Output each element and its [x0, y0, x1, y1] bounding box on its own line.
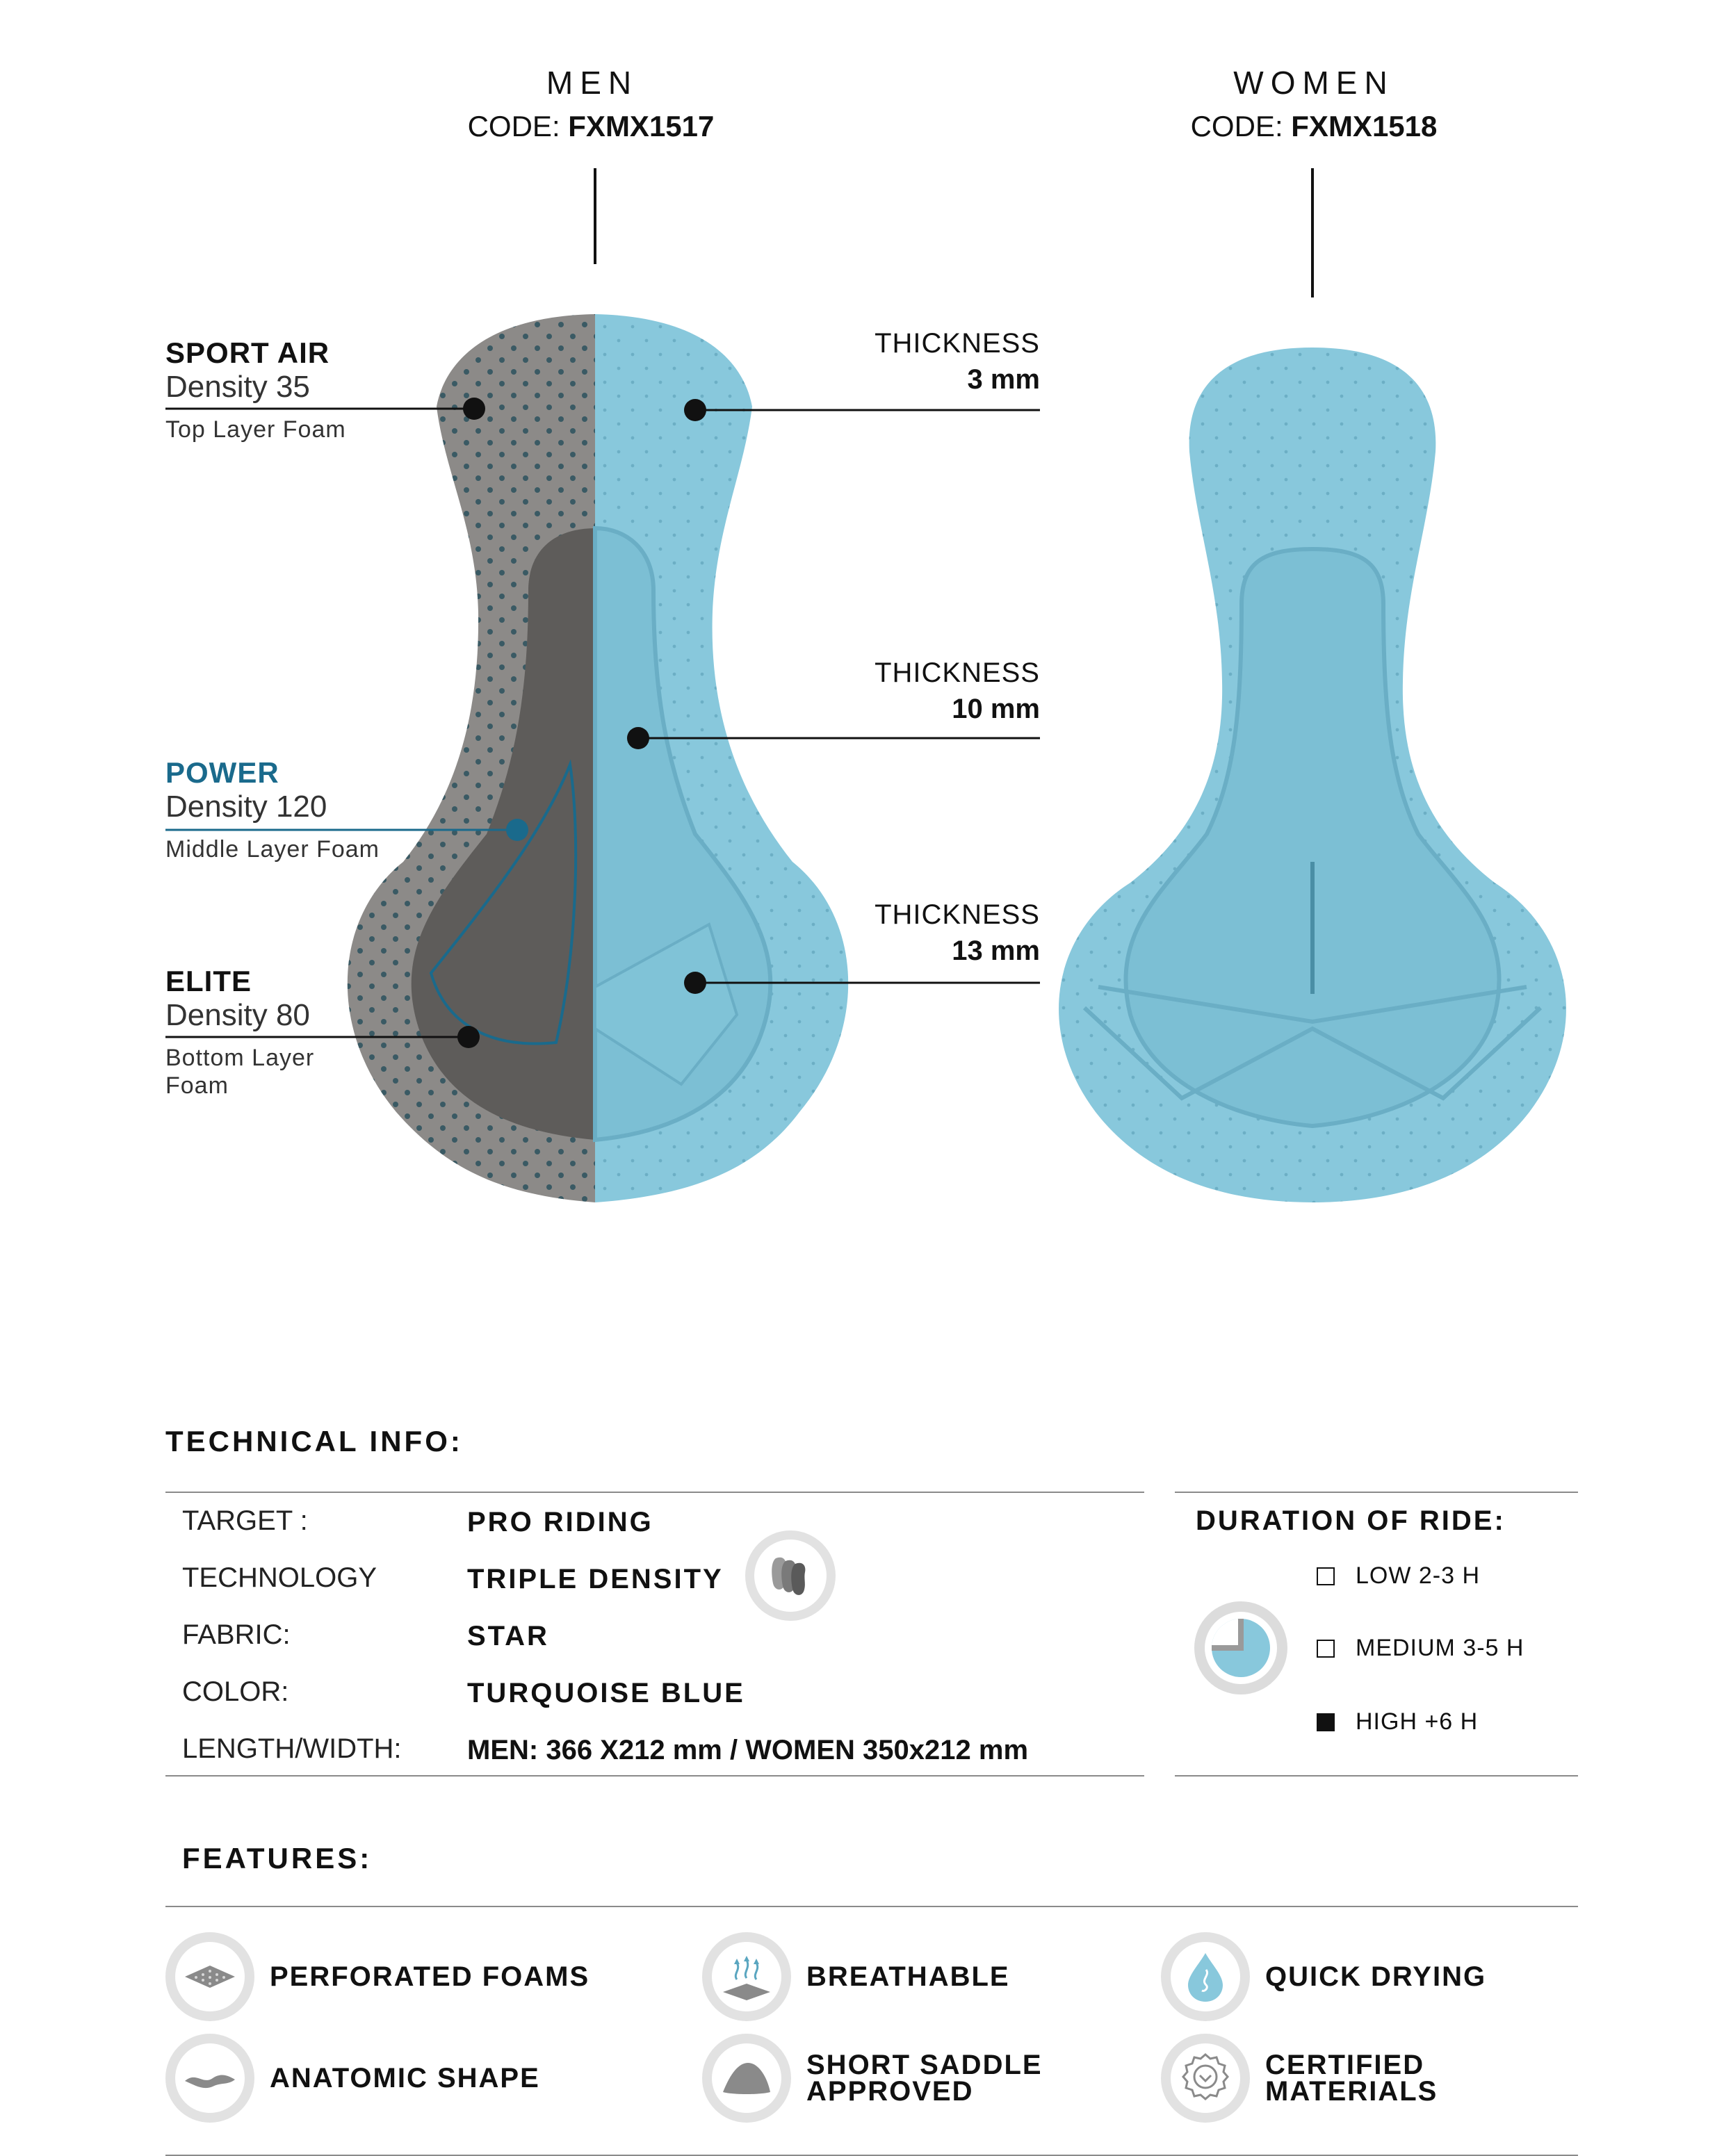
men-code-prefix: CODE: — [467, 110, 569, 142]
sport-air-callout-dot — [463, 398, 485, 420]
feature-label-quick-drying: QUICK DRYING — [1265, 1961, 1487, 1992]
women-pad — [1059, 348, 1566, 1202]
thickness-value-3: 3 mm — [967, 364, 1040, 395]
feature-label-short-saddle-2: APPROVED — [806, 2076, 974, 2107]
layer-density-elite: Density 80 — [165, 998, 310, 1032]
triple-density-icon — [766, 1551, 815, 1600]
duration-checkbox-medium — [1317, 1640, 1335, 1658]
men-code-value: FXMX1517 — [568, 110, 715, 142]
layer-desc-elite-1: Bottom Layer — [165, 1045, 315, 1071]
anatomic-shape-icon-wrap — [165, 2034, 254, 2123]
thickness-3-callout-dot — [684, 399, 706, 421]
thickness-label-13: THICKNESS — [875, 899, 1040, 930]
technical-bottom-rule — [165, 1775, 1144, 1777]
clock-icon-wrap — [1194, 1601, 1287, 1694]
layer-desc-power: Middle Layer Foam — [165, 836, 380, 863]
thickness-10-callout-dot — [627, 727, 649, 749]
features-title: FEATURES: — [182, 1842, 373, 1875]
feature-label-certified — [1265, 2052, 1438, 2105]
duration-label-low: LOW 2-3 H — [1356, 1562, 1481, 1589]
length-width-value: MEN: 366 X212 mm / WOMEN 350x212 mm — [467, 1735, 1029, 1765]
saddle-icon-wrap — [702, 2034, 791, 2123]
color-value: TURQUOISE BLUE — [467, 1678, 745, 1708]
thickness-value-10: 10 mm — [952, 694, 1040, 724]
layer-desc-sport-air: Top Layer Foam — [165, 416, 346, 443]
features-top-rule — [165, 1906, 1578, 1907]
target-label: TARGET : — [182, 1505, 308, 1536]
fabric-value: STAR — [467, 1621, 549, 1651]
technology-value: TRIPLE DENSITY — [467, 1564, 724, 1594]
duration-checkbox-low — [1317, 1567, 1335, 1585]
triple-density-icon-wrap — [745, 1530, 836, 1621]
clock-icon — [1203, 1610, 1279, 1686]
duration-top-rule — [1175, 1492, 1578, 1493]
length-width-label: LENGTH/WIDTH: — [182, 1733, 402, 1764]
duration-option-medium — [1317, 1635, 1524, 1662]
perforated-foam-icon — [182, 1963, 238, 1991]
feature-anatomic-shape — [165, 2034, 540, 2123]
duration-option-high — [1317, 1708, 1478, 1736]
women-label: WOMEN — [1233, 65, 1394, 101]
thickness-value-13: 13 mm — [952, 936, 1040, 966]
feature-label-perforated-foams: PERFORATED FOAMS — [270, 1961, 590, 1992]
feature-certified-materials — [1161, 2034, 1438, 2123]
thickness-13-callout-dot — [684, 972, 706, 994]
duration-bottom-rule — [1175, 1775, 1578, 1777]
perforated-foam-icon-wrap — [165, 1932, 254, 2021]
breathable-icon — [719, 1949, 774, 2004]
technology-label: TECHNOLOGY — [182, 1562, 377, 1593]
water-drop-icon-wrap — [1161, 1932, 1250, 2021]
breathable-icon-wrap — [702, 1932, 791, 2021]
layer-title-elite: ELITE — [165, 965, 252, 997]
duration-option-low — [1317, 1562, 1480, 1590]
anatomic-shape-icon — [182, 2064, 238, 2092]
feature-label-breathable: BREATHABLE — [806, 1961, 1010, 1992]
technical-info-title: TECHNICAL INFO: — [165, 1425, 463, 1457]
duration-checkbox-high — [1317, 1713, 1335, 1731]
women-code-prefix: CODE: — [1190, 110, 1292, 142]
men-pad — [278, 278, 943, 1251]
water-drop-icon — [1181, 1949, 1230, 2004]
feature-quick-drying — [1161, 1932, 1486, 2021]
feature-label-certified-2: MATERIALS — [1265, 2076, 1438, 2107]
layer-desc-elite-2: Foam — [165, 1072, 229, 1099]
layer-density-sport-air: Density 35 — [165, 370, 310, 404]
certified-badge-icon-wrap — [1161, 2034, 1250, 2123]
technical-top-rule — [165, 1492, 1144, 1493]
women-code-value: FXMX1518 — [1291, 110, 1438, 142]
layer-title-sport-air: SPORT AIR — [165, 336, 330, 369]
feature-label-certified-1: CERTIFIED — [1265, 2050, 1425, 2080]
men-label: MEN — [546, 65, 639, 101]
feature-breathable — [702, 1932, 1010, 2021]
target-value: PRO RIDING — [467, 1507, 653, 1537]
elite-callout-dot — [457, 1026, 480, 1048]
layer-density-power: Density 120 — [165, 790, 327, 824]
certified-badge-icon — [1178, 2050, 1233, 2106]
saddle-icon — [719, 2057, 774, 2099]
thickness-label-3: THICKNESS — [875, 328, 1040, 359]
duration-label-medium: MEDIUM 3-5 H — [1356, 1635, 1524, 1661]
fabric-label: FABRIC: — [182, 1619, 291, 1650]
layer-title-power: POWER — [165, 756, 279, 789]
feature-short-saddle — [702, 2034, 1043, 2123]
thickness-label-10: THICKNESS — [875, 658, 1040, 688]
feature-label-anatomic-shape: ANATOMIC SHAPE — [270, 2063, 540, 2093]
feature-perforated-foams — [165, 1932, 589, 2021]
duration-label-high: HIGH +6 H — [1356, 1708, 1479, 1735]
feature-label-short-saddle — [806, 2052, 1043, 2105]
power-callout-dot — [506, 819, 528, 841]
feature-label-short-saddle-1: SHORT SADDLE — [806, 2050, 1043, 2080]
duration-title: DURATION OF RIDE: — [1196, 1505, 1506, 1536]
color-label: COLOR: — [182, 1676, 289, 1707]
